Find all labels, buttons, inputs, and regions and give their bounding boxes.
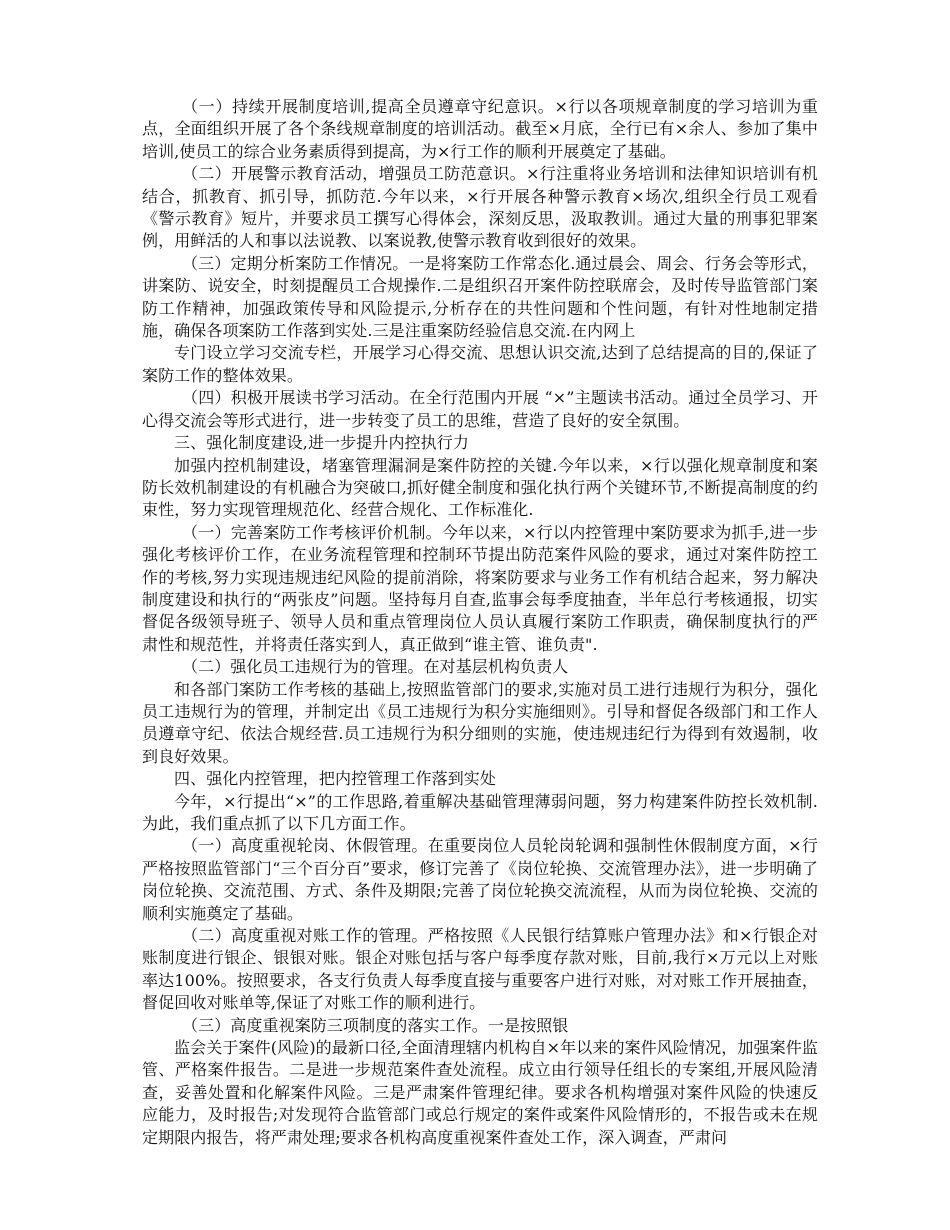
paragraph-8: （二）强化员工违规行为的管理。在对基层机构负责人 [182,657,569,677]
document-body [142,96,818,1149]
paragraph-10: 今年，×行提出“×”的工作思路,着重解决基础管理薄弱问题，努力构建案件防控长效机制.为此，我们重点抓了以下几方面工作。 [142,791,818,833]
paragraph-14: 监会关于案件(风险)的最新口径,全面清理辖内机构自×年以来的案件风险情况，加强案件监管、严格案件报告。二是进一步规范案件查处流程。成立由行领导任组长的专案组,开展风险清查，妥善处置和化解案件风险。三是严肃案件管理纪律。要求各机构增强对案件风险的快速反应能力，及时报告;对发现符合监管部门或总行规定的案件或案件风险情形的，不报告或未在规定期限内报告，将严肃处理;要求各机构高度重视案件查处工作，深入调查，严肃问 [142,1038,818,1147]
paragraph-3: （三）定期分析案防工作情况。一是将案防工作常态化.通过晨会、周会、行务会等形式，讲案防、说安全，时刻提醒员工合规操作.二是组织召开案件防控联席会，及时传导监管部门案防工作精神，加强政策传导和风险提示,分析存在的共性问题和个性问题，有针对性地制定措施，确保各项案防工作落到实处.三是注重案防经验信息交流.在内网上 [142,253,818,341]
paragraph-13: （三）高度重视案防三项制度的落实工作。一是按照银 [182,1015,569,1035]
paragraph-2: （二）开展警示教育活动，增强员工防范意识。×行注重将业务培训和法律知识培训有机结合，抓教育、抓引导，抓防范.今年以来，×行开展各种警示教育×场次,组织全行员工观看《警示教育》短片，并要求员工撰写心得体会，深刻反思，汲取教训。通过大量的刑事犯罪案例，用鲜活的人和事以法说教、以案说教,使警示教育收到很好的效果。 [142,164,818,251]
section-heading-4: 四、强化内控管理，把内控管理工作落到实处 [174,769,497,789]
paragraph-7: （一）完善案防工作考核评价机制。今年以来，×行以内控管理中案防要求为抓手,进一步强化考核评价工作，在业务流程管理和控制环节提出防范案件风险的要求，通过对案件防控工作的考核,努力实现违规违纪风险的提前消除，将案防要求与业务工作有机结合起来，努力解决制度建设和执行的“两张皮”问题。坚持每月自查,监事会每季度抽查，半年总行考核通报，切实督促各级领导班子、领导人员和重点管理岗位人员认真履行案防工作职责，确保制度执行的严肃性和规范性，并将责任落实到人，真正做到“谁主管、谁负责". [142,522,818,654]
paragraph-12: （二）高度重视对账工作的管理。严格按照《人民银行结算账户管理办法》和×行银企对账制度进行银企、银银对账。银企对账包括与客户每季度存款对账，目前,我行×万元以上对账率达100%。按照要求，各支行负责人每季度直接与重要客户进行对账，对对账工作开展抽查，督促回收对账单等,保证了对账工作的顺利进行。 [142,926,818,1013]
paragraph-1: （一）持续开展制度培训,提高全员遵章守纪意识。×行以各项规章制度的学习培训为重点，全面组织开展了各个条线规章制度的培训活动。截至×月底，全行已有×余人、参加了集中培训,使员工的综合业务素质得到提高，为×行工作的顺利开展奠定了基础。 [142,97,818,161]
paragraph-9: 和各部门案防工作考核的基础上,按照监管部门的要求,实施对员工进行违规行为积分，强化员工违规行为的管理，并制定出《员工违规行为积分实施细则》。引导和督促各级部门和工作人员遵章守纪、依法合规经营.员工违规行为积分细则的实施，使违规违纪行为得到有效遏制，收到良好效果。 [142,679,818,766]
section-heading-3: 三、强化制度建设,进一步提升内控执行力 [174,433,469,453]
paragraph-6: 加强内控机制建设，堵塞管理漏洞是案件防控的关键.今年以来，×行以强化规章制度和案防长效机制建设的有机融合为突破口,抓好健全制度和强化执行两个关键环节,不断提高制度的约束性，努力实现管理规范化、经营合规化、工作标准化. [142,455,818,520]
paragraph-4: 专门设立学习交流专栏，开展学习心得交流、思想认识交流,达到了总结提高的目的,保证了案防工作的整体效果。 [142,343,818,385]
paragraph-5: （四）积极开展读书学习活动。在全行范围内开展 “×”主题读书活动。通过全员学习、开心得交流会等形式进行，进一步转变了员工的思维，营造了良好的安全氛围。 [142,388,818,430]
paragraph-11: （一）高度重视轮岗、休假管理。在重要岗位人员轮岗轮调和强制性休假制度方面，×行严格按照监管部门“三个百分百”要求，修订完善了《岗位轮换、交流管理办法》，进一步明确了岗位轮换、交流范围、方式、条件及期限;完善了岗位轮换交流流程，从而为岗位轮换、交流的顺利实施奠定了基础。 [142,836,818,923]
